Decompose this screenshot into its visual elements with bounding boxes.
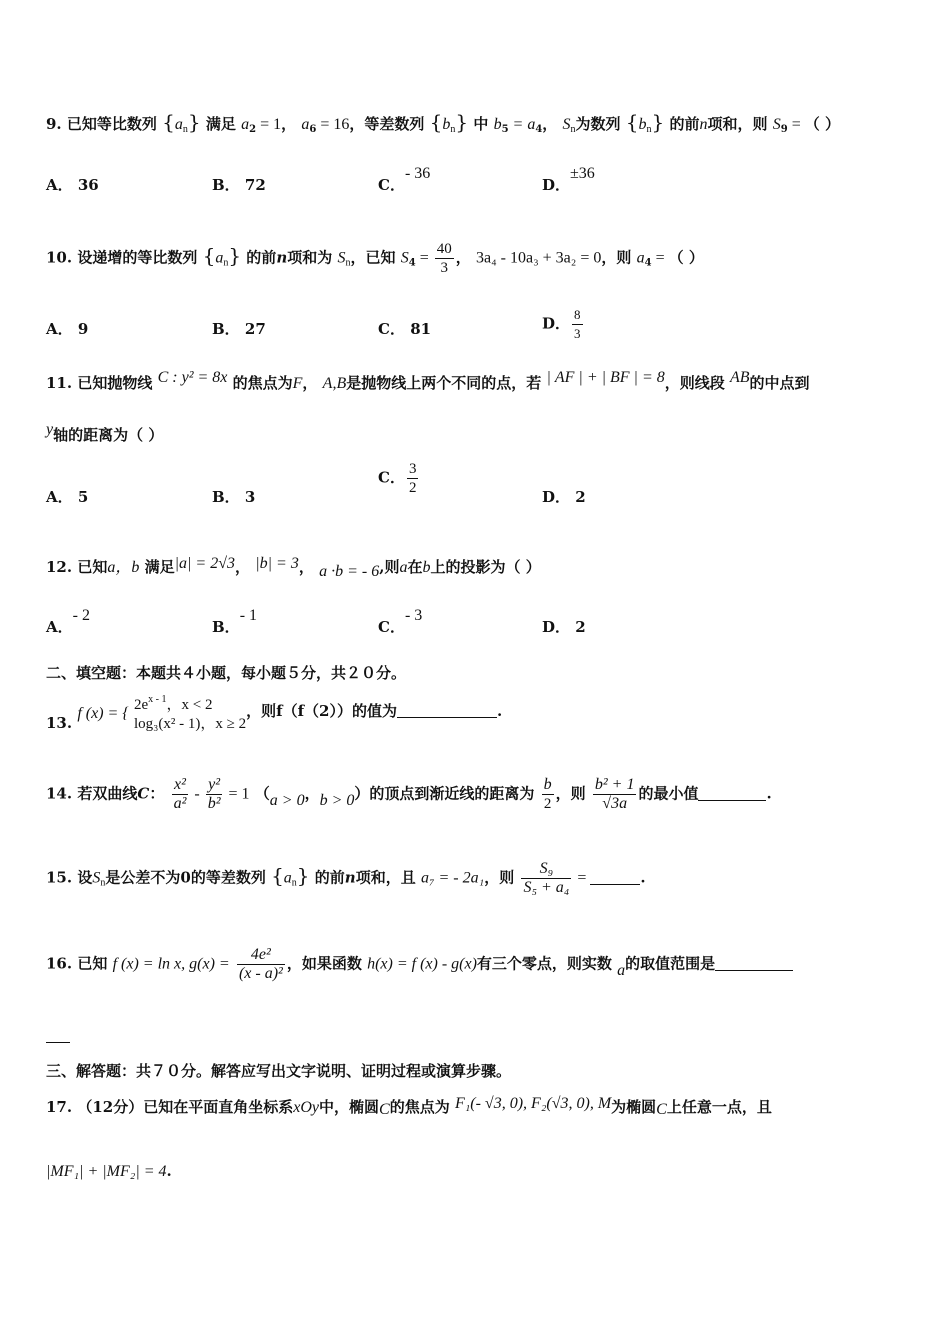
q13-text: ，则 bbox=[246, 702, 277, 720]
frac-num: S₉ bbox=[521, 860, 571, 879]
math-mf-sum: |MF₁| + |MF₂| = 4 bbox=[46, 1163, 167, 1180]
math-sub: n bbox=[450, 124, 456, 135]
q10-text: 设递增的等比数列 bbox=[77, 248, 198, 267]
question-10: 10. 设递增的等比数列 $\{a_n\}$ 的前n项和为 $S_n$，已知 $S_4$ = $\frac{40}{3}$ ， 3a₄ - 10a₃ + 3a₂ = 0，则 $a_4$ = （ ） bbox=[46, 241, 704, 276]
question-11 bbox=[46, 369, 810, 393]
math-a: a bbox=[399, 559, 408, 576]
math-ab: a，b bbox=[107, 559, 140, 576]
option-letter: D． bbox=[542, 488, 571, 506]
math-minus: - bbox=[190, 785, 204, 803]
math-abs-a: |a| = 2√3 bbox=[174, 555, 235, 572]
q14-text: ： bbox=[149, 784, 165, 803]
math-h: h(x) = f (x) - g(x) bbox=[367, 955, 477, 973]
frac-num: 4e² bbox=[237, 946, 285, 965]
q15-text: 是公差不为 bbox=[105, 868, 181, 887]
q9-text: （ ） bbox=[804, 115, 840, 133]
q12-text: ， bbox=[298, 558, 314, 576]
q16-text: ，如果函数 bbox=[286, 954, 362, 973]
q11-text: 已知抛物线 bbox=[77, 374, 153, 392]
q14-text: ，则 bbox=[555, 784, 586, 803]
q9-text: ，等差数列 bbox=[349, 115, 425, 133]
fraction-40-3 bbox=[435, 240, 454, 277]
piecewise-cases bbox=[134, 690, 246, 734]
math-eq: = bbox=[651, 249, 669, 267]
answer-blank[interactable] bbox=[397, 703, 497, 718]
option-letter: A． bbox=[46, 320, 73, 338]
answer-blank[interactable] bbox=[698, 786, 766, 801]
question-9: 9. 已知等比数列 $\{a_n\}$ 满足 $a_2 = 1$， $a_6 = 16$，等差数列 $\{b_n\}$ 中 $b_5 = a_4$， $S_n$为数列 $\{b_n\}$ 的前n项和，则 $S_9$ = （ ） bbox=[46, 110, 840, 135]
q9-option-a[interactable] bbox=[46, 174, 99, 195]
math-sub: n bbox=[291, 877, 297, 889]
question-16 bbox=[46, 946, 793, 983]
math-sub: n bbox=[646, 124, 652, 135]
math-sub: 6 bbox=[309, 124, 317, 135]
q13-text: f（f（2））的值为 bbox=[276, 702, 397, 720]
math-eq: = 16 bbox=[316, 116, 350, 133]
frac-den: 2 bbox=[408, 480, 417, 496]
q17-text: 的焦点为 bbox=[389, 1098, 450, 1116]
math-S4: S bbox=[400, 249, 409, 267]
q11-option-d[interactable] bbox=[542, 486, 586, 507]
math-piece1-cond: ，x < 2 bbox=[166, 697, 213, 713]
q10-text: ，则 bbox=[601, 248, 632, 267]
q15-text: 0 bbox=[180, 868, 191, 887]
q11-text: 的中点到 bbox=[749, 374, 810, 392]
q17-text: 为椭圆 bbox=[611, 1098, 657, 1116]
math-sub: n bbox=[182, 124, 188, 135]
q15-text: 的前 bbox=[314, 868, 345, 887]
q9-text: ， bbox=[542, 115, 558, 133]
q15-number: 15. bbox=[46, 868, 73, 887]
q9-number: 9. bbox=[46, 115, 62, 133]
math-S9: S bbox=[772, 116, 781, 133]
math-foci: F₁(- √3, 0), F₂(√3, 0), M bbox=[454, 1095, 612, 1112]
q16-text: 的取值范围是 bbox=[625, 954, 716, 973]
q10-option-b[interactable] bbox=[212, 318, 266, 339]
option-letter: A． bbox=[46, 618, 73, 636]
q14-text: ）的顶点到渐近线的距离为 bbox=[354, 784, 535, 803]
q10-option-d[interactable] bbox=[542, 306, 585, 343]
math-sub: 4 bbox=[535, 124, 543, 135]
q16-text: 有三个零点，则实数 bbox=[476, 954, 612, 973]
option-letter: B． bbox=[212, 320, 240, 338]
math-eq: = bbox=[573, 869, 591, 887]
frac-den: S₅ + a₄ bbox=[523, 879, 570, 896]
q9-text: ， bbox=[281, 115, 297, 133]
q10-number: 10. bbox=[46, 248, 73, 267]
math-sub: n bbox=[223, 257, 229, 269]
q15-text: 设 bbox=[77, 868, 93, 887]
q10-text: ， bbox=[455, 248, 471, 267]
math-a7: a₇ = - 2a₁ bbox=[420, 869, 485, 887]
math-sub: 4 bbox=[644, 257, 652, 269]
math-C: C bbox=[656, 1101, 667, 1118]
math-a: a bbox=[283, 869, 292, 887]
q12-option-d[interactable] bbox=[542, 616, 586, 637]
frac-den: a² bbox=[173, 795, 187, 812]
math-eq: = 1 bbox=[256, 116, 282, 133]
frac-den: √3a bbox=[602, 795, 628, 812]
math-a: a bbox=[215, 249, 224, 267]
q10-option-a[interactable] bbox=[46, 318, 88, 339]
math-piece1: 2e bbox=[133, 697, 149, 713]
q12-text: 在 bbox=[407, 558, 423, 576]
question-13 bbox=[46, 690, 502, 734]
math-sub: 2 bbox=[249, 124, 257, 135]
q9-text: 的前 bbox=[669, 115, 700, 133]
math-eq: = a bbox=[508, 116, 536, 133]
option-value: 5 bbox=[77, 488, 89, 506]
math-a6: a bbox=[301, 116, 310, 133]
option-value: - 2 bbox=[72, 607, 90, 624]
math-a: a bbox=[617, 961, 626, 979]
q17-text: （12分）已知在平面直角坐标系 bbox=[77, 1098, 294, 1116]
math-b5: b bbox=[493, 116, 502, 133]
question-11-line2 bbox=[46, 421, 164, 445]
q12-text: ,则 bbox=[379, 558, 400, 576]
math-a: a bbox=[174, 116, 183, 133]
math-xOy: xOy bbox=[293, 1099, 319, 1116]
q12-text: 满足 bbox=[144, 558, 175, 576]
q10-text: 的前 bbox=[246, 248, 277, 267]
q9-text: 已知等比数列 bbox=[66, 115, 157, 133]
math-eq: = bbox=[415, 249, 433, 267]
frac-num: b bbox=[543, 776, 552, 793]
q15-text: 项和，且 bbox=[355, 868, 416, 887]
option-letter: B． bbox=[212, 488, 240, 506]
option-letter: C． bbox=[378, 468, 405, 487]
math-n: n bbox=[699, 116, 708, 133]
question-15: 15. 设$S_n$是公差不为0的等差数列 $\{a_n\}$ 的前n项和，且 a₇ = - 2a₁，则 $\frac{\text{S₉}}{\text{S₅ + a₄}}$ = . bbox=[46, 860, 646, 896]
math-fg: f (x) = ln x, g(x) = bbox=[112, 955, 230, 973]
q16-number: 16. bbox=[46, 954, 73, 973]
q11-text: ，则线段 bbox=[664, 374, 725, 392]
q12-text: ， bbox=[235, 558, 251, 576]
frac-num: 8 bbox=[572, 306, 583, 325]
question-17-line2 bbox=[46, 1162, 172, 1181]
q17-number: 17. bbox=[46, 1098, 73, 1116]
frac-den: (x - a)² bbox=[238, 965, 283, 982]
answer-blank-continued[interactable] bbox=[46, 1028, 70, 1043]
math-a-pos: a > 0 bbox=[269, 791, 305, 809]
option-value: - 36 bbox=[404, 165, 431, 182]
option-value: 81 bbox=[410, 320, 432, 338]
math-sub: 9 bbox=[780, 124, 788, 135]
math-sub: 4 bbox=[408, 257, 416, 269]
math-F: F bbox=[292, 375, 303, 392]
math-S: S bbox=[337, 249, 346, 267]
q14-text: . bbox=[766, 784, 772, 803]
q10-text: n bbox=[276, 248, 288, 267]
frac-num: b² + 1 bbox=[594, 776, 635, 793]
math-AB-segment: AB bbox=[730, 369, 750, 386]
q11-option-a[interactable] bbox=[46, 486, 88, 507]
q12-text: 上的投影为（ ） bbox=[430, 558, 541, 576]
option-value: 36 bbox=[77, 176, 99, 194]
option-value: 9 bbox=[77, 320, 89, 338]
math-parabola: C : y² = 8x bbox=[157, 369, 228, 386]
section-3-heading: 三、解答题：共７０分。解答应写出文字说明、证明过程或演算步骤。 bbox=[46, 1062, 512, 1080]
q17-text: . bbox=[166, 1162, 172, 1180]
q12-option-b[interactable] bbox=[212, 607, 258, 637]
option-letter: D． bbox=[542, 314, 571, 333]
math-AB: A,B bbox=[322, 375, 347, 392]
math-a2: a bbox=[241, 116, 250, 133]
q14-text: C bbox=[137, 784, 150, 803]
q9-text: 项和，则 bbox=[707, 115, 768, 133]
q15-text: n bbox=[344, 868, 356, 887]
option-letter: C． bbox=[378, 320, 405, 338]
q9-option-b[interactable] bbox=[212, 174, 266, 195]
q17-text: 中，椭圆 bbox=[319, 1098, 380, 1116]
math-sub: n bbox=[570, 124, 576, 135]
q14-text: （ bbox=[254, 784, 270, 803]
q12-text: 已知 bbox=[77, 558, 108, 576]
option-value: 27 bbox=[244, 320, 266, 338]
math-a4: a bbox=[636, 249, 645, 267]
option-value: ±36 bbox=[570, 165, 595, 182]
question-17 bbox=[46, 1096, 772, 1117]
math-sub: n bbox=[100, 877, 106, 889]
option-value: 2 bbox=[575, 618, 586, 636]
q13-text: . bbox=[496, 702, 503, 720]
q15-text: 的等差数列 bbox=[190, 868, 266, 887]
q16-text: 已知 bbox=[77, 954, 108, 973]
q14-number: 14. bbox=[46, 784, 73, 803]
option-value: - 1 bbox=[239, 607, 258, 624]
option-letter: D． bbox=[542, 176, 571, 194]
q9-text: 满足 bbox=[205, 115, 236, 133]
option-letter: B． bbox=[212, 176, 240, 194]
math-C: C bbox=[379, 1101, 390, 1118]
math-b: b bbox=[638, 116, 647, 133]
q12-option-c[interactable] bbox=[378, 607, 423, 637]
q13-number: 13. bbox=[46, 714, 73, 732]
q11-number: 11. bbox=[46, 374, 73, 392]
q17-text: 上任意一点，且 bbox=[666, 1098, 772, 1116]
math-b: b bbox=[422, 559, 431, 576]
q10-option-c[interactable] bbox=[378, 318, 431, 339]
option-letter: C． bbox=[378, 176, 405, 194]
option-value: 2 bbox=[575, 488, 586, 506]
option-value: - 3 bbox=[404, 607, 423, 624]
math-equation: 3a₄ - 10a₃ + 3a₂ = 0 bbox=[475, 249, 602, 267]
math-piece2: log₃(x² - 1)，x ≥ 2 bbox=[133, 716, 247, 732]
answer-blank[interactable] bbox=[715, 956, 793, 971]
q15-text: . bbox=[640, 868, 646, 887]
frac-den: 3 bbox=[574, 326, 581, 341]
q12-number: 12. bbox=[46, 558, 73, 576]
math-sub: 5 bbox=[501, 124, 509, 135]
frac-den: 3 bbox=[440, 260, 448, 276]
question-14 bbox=[46, 776, 772, 813]
q9-text: 为数列 bbox=[575, 115, 621, 133]
q14-text: 的最小值 bbox=[638, 784, 699, 803]
frac-num: y² bbox=[206, 776, 223, 795]
q10-text: 项和为 bbox=[287, 248, 333, 267]
option-letter: D． bbox=[542, 618, 571, 636]
math-abs-sum: | AF | + | BF | = 8 bbox=[546, 369, 665, 386]
math-y: y bbox=[46, 421, 54, 438]
section-2-heading: 二、填空题：本题共４小题，每小题５分，共２０分。 bbox=[46, 664, 407, 682]
option-letter: A． bbox=[46, 488, 73, 506]
q11-text: ， bbox=[302, 374, 318, 392]
math-S: S bbox=[562, 116, 571, 133]
q9-option-c[interactable] bbox=[378, 165, 431, 195]
option-value: 3 bbox=[244, 488, 256, 506]
math-eq: = bbox=[787, 116, 805, 133]
math-sup: x - 1 bbox=[148, 694, 167, 705]
answer-blank[interactable] bbox=[590, 870, 640, 885]
frac-num: 40 bbox=[436, 241, 452, 257]
option-letter: C． bbox=[378, 618, 405, 636]
math-S: S bbox=[92, 869, 101, 887]
math-b: b bbox=[442, 116, 451, 133]
math-abs-b: |b| = 3 bbox=[255, 555, 299, 572]
q11-option-c[interactable] bbox=[378, 460, 420, 497]
frac-den: 2 bbox=[543, 796, 552, 812]
q12-option-a[interactable] bbox=[46, 607, 90, 637]
q11-text: 轴的距离为（ ） bbox=[53, 426, 164, 444]
q10-text: （ ） bbox=[668, 248, 704, 267]
q10-text: ，已知 bbox=[350, 248, 396, 267]
option-letter: B． bbox=[212, 618, 240, 636]
math-sub: n bbox=[345, 257, 351, 269]
frac-num: 3 bbox=[408, 461, 417, 477]
q15-text: ，则 bbox=[484, 868, 515, 887]
q9-option-d[interactable] bbox=[542, 165, 595, 195]
math-b-pos: b > 0 bbox=[319, 791, 355, 809]
q11-text: 是抛物线上两个不同的点，若 bbox=[346, 374, 542, 392]
option-letter: A． bbox=[46, 176, 73, 194]
math-dot-product: a ·b = - 6 bbox=[319, 563, 380, 580]
q9-text: 中 bbox=[473, 115, 489, 133]
q14-text: ， bbox=[304, 784, 320, 803]
q11-text: 的焦点为 bbox=[232, 374, 293, 392]
math-piecewise-f: f (x) = { bbox=[77, 705, 129, 722]
question-12 bbox=[46, 554, 541, 580]
frac-num: x² bbox=[172, 776, 189, 795]
math-eq: = 1 bbox=[224, 785, 250, 803]
q14-text: 若双曲线 bbox=[77, 784, 138, 803]
option-value: 72 bbox=[244, 176, 266, 194]
q11-option-b[interactable] bbox=[212, 486, 255, 507]
frac-den: b² bbox=[207, 795, 221, 812]
